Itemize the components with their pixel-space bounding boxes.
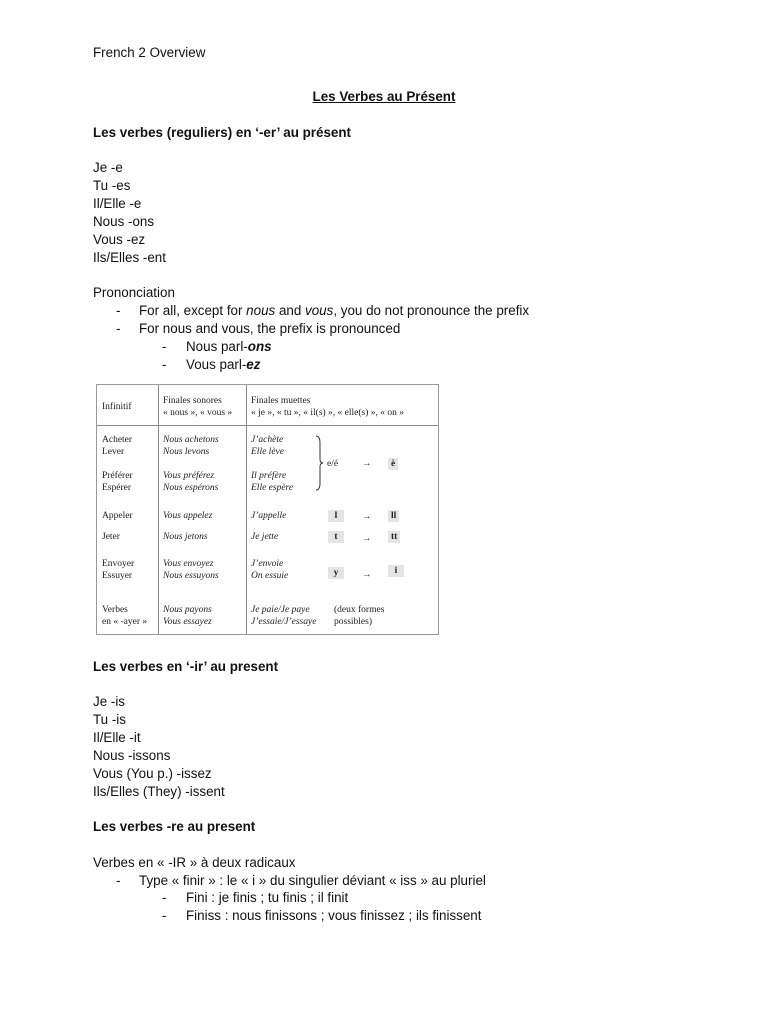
arrow-icon: → (362, 459, 372, 469)
inf-preferer: Préférer (102, 471, 133, 481)
table-header-divider (97, 425, 438, 426)
example-nous-parlons (186, 338, 272, 356)
inf-lever: Lever (102, 447, 125, 457)
inf-ayer: en « -ayer » (102, 617, 148, 627)
inf-appeler: Appeler (102, 511, 133, 521)
inf-jeter: Jeter (102, 532, 120, 542)
sub-bullet-dash: - (162, 357, 167, 372)
header-sonores-title: Finales sonores (163, 396, 222, 406)
er-heading: Les verbes (reguliers) en ‘-er’ au présent (93, 125, 351, 140)
change-y-from: y (328, 567, 344, 579)
er-conj-vous: Vous -ez (93, 232, 146, 247)
radicaux-sub-1: Fini : je finis ; tu finis ; il finit (186, 890, 349, 905)
brace-icon (315, 435, 323, 491)
example-vous-parlez (186, 356, 260, 374)
ir-conj-ils: Ils/Elles (They) -issent (93, 784, 225, 799)
re-heading: Les verbes -re au present (93, 819, 256, 834)
son-acheter: Nous achetons (163, 435, 219, 445)
er-conj-tu: Tu -es (93, 178, 131, 193)
radicaux-bullet: Type « finir » : le « i » du singulier déviant « iss » au pluriel (139, 873, 486, 888)
mue-envoyer: J’envoie (251, 559, 284, 569)
er-conj-je: Je -e (93, 160, 123, 175)
bullet1-part-c: and (275, 303, 306, 318)
sub-bullet-dash: - (162, 339, 167, 354)
sub-bullet-dash: - (162, 908, 167, 923)
son-envoyer: Vous envoyez (163, 559, 214, 569)
arrow-icon: → (362, 512, 372, 522)
nous-ending: ons (247, 339, 272, 354)
mue-appeler: J’appelle (251, 511, 287, 521)
change-e-from: e/é (327, 459, 339, 469)
bullet-dash: - (116, 873, 121, 888)
pronunciation-bullet-1 (139, 302, 529, 320)
inf-verbes: Verbes (102, 605, 128, 615)
vous-ending: ez (246, 357, 261, 372)
son-essayez: Vous essayez (163, 617, 212, 627)
mue-jeter: Je jette (251, 532, 279, 542)
change-y-to: i (388, 565, 404, 577)
header-muettes-title: Finales muettes (251, 396, 311, 406)
mue-preferer: Il préfère (251, 471, 287, 481)
nous-stem: Nous parl- (186, 339, 248, 354)
inf-acheter: Acheter (102, 435, 133, 445)
bullet-dash: - (116, 321, 121, 336)
bullet1-part-e: , you do not pronounce the prefix (333, 303, 530, 318)
radicaux-intro: Verbes en « -IR » à deux radicaux (93, 855, 296, 870)
son-payons: Nous payons (163, 605, 212, 615)
course-header: French 2 Overview (93, 45, 206, 60)
bullet1-vous: vous (305, 303, 334, 318)
deux-formes-1: (deux formes (334, 605, 385, 615)
mue-essuyer: On essuie (251, 571, 289, 581)
radicaux-sub-2: Finiss : nous finissons ; vous finissez ; ils finissent (186, 908, 482, 923)
change-t-to: tt (388, 531, 400, 543)
arrow-icon: → (362, 534, 372, 544)
mue-esperer: Elle espère (251, 483, 294, 493)
vous-stem: Vous parl- (186, 357, 247, 372)
bullet1-nous: nous (246, 303, 276, 318)
change-l-to: ll (388, 510, 399, 522)
er-conj-ils: Ils/Elles -ent (93, 250, 166, 265)
header-muettes-sub: « je », « tu », « il(s) », « elle(s) », « on » (251, 408, 405, 418)
er-conj-il: Il/Elle -e (93, 196, 142, 211)
pronunciation-bullet-2: For nous and vous, the prefix is pronounced (139, 321, 401, 336)
page-title: Les Verbes au Présent (312, 89, 456, 104)
inf-esperer: Espérer (102, 483, 132, 493)
inf-envoyer: Envoyer (102, 559, 135, 569)
mue-paie: Je paie/Je paye (251, 605, 310, 615)
son-jeter: Nous jetons (163, 532, 208, 542)
header-sonores-sub: « nous », « vous » (163, 408, 233, 418)
header-infinitif: Infinitif (102, 402, 132, 412)
change-e-to: è (388, 458, 398, 470)
son-appeler: Vous appelez (163, 511, 213, 521)
son-preferer: Vous préférez (163, 471, 215, 481)
ir-conj-vous: Vous (You p.) -issez (93, 766, 212, 781)
son-esperer: Nous espérons (163, 483, 219, 493)
inf-essuyer: Essuyer (102, 571, 133, 581)
mue-essaie: J’essaie/J’essaye (251, 617, 317, 627)
pronunciation-heading: Prononciation (93, 285, 175, 300)
table-col-divider-2 (246, 385, 247, 634)
ir-conj-je: Je -is (93, 694, 125, 709)
mue-acheter: J’achète (251, 435, 284, 445)
arrow-icon: → (362, 570, 372, 580)
mue-lever: Elle lève (251, 447, 284, 457)
ir-conj-tu: Tu -is (93, 712, 126, 727)
son-essuyer: Nous essuyons (163, 571, 219, 581)
bullet1-part-a: For all, except for (139, 303, 247, 318)
sub-bullet-dash: - (162, 890, 167, 905)
ir-conj-nous: Nous -issons (93, 748, 171, 763)
change-l-from: l (328, 510, 344, 522)
table-col-divider-1 (158, 385, 159, 634)
son-lever: Nous levons (163, 447, 210, 457)
ir-heading: Les verbes en ‘-ir’ au present (93, 659, 279, 674)
bullet-dash: - (116, 303, 121, 318)
ir-conj-il: Il/Elle -it (93, 730, 141, 745)
change-t-from: t (328, 531, 344, 543)
er-conj-nous: Nous -ons (93, 214, 155, 229)
stem-change-table (96, 384, 439, 635)
deux-formes-2: possibles) (334, 617, 372, 627)
